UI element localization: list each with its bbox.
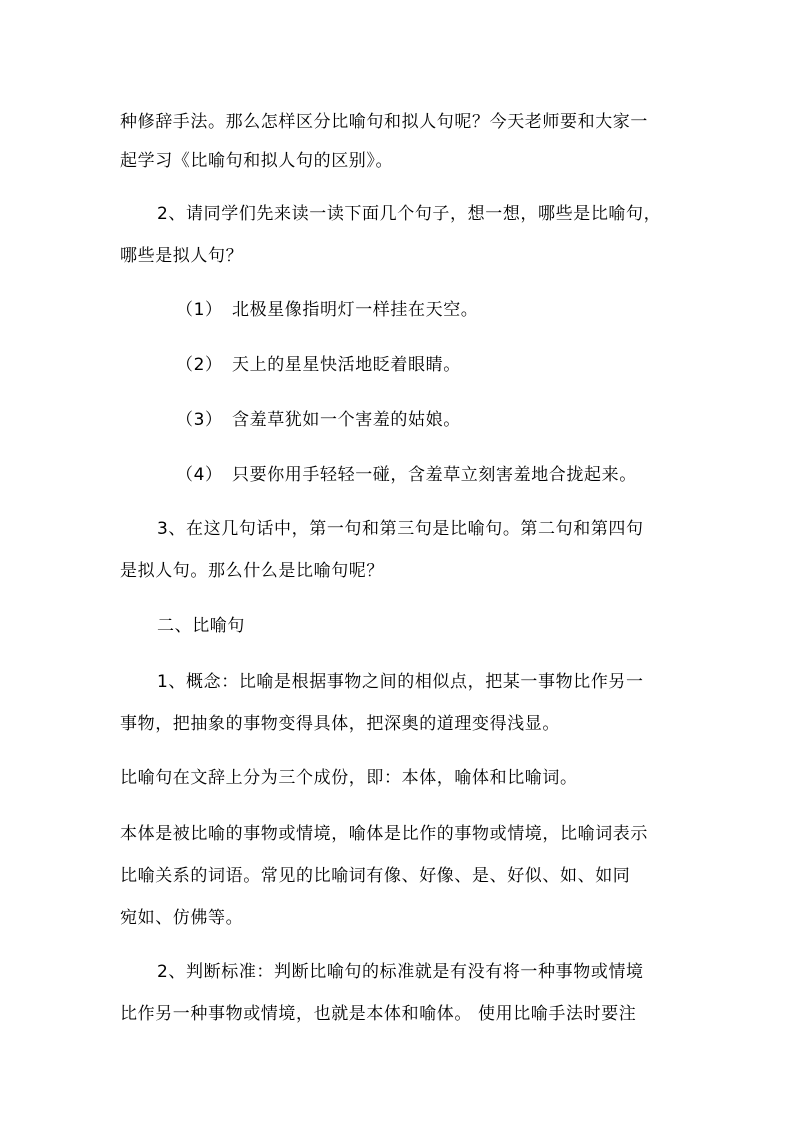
criteria-paragraph-line-2: 比作另一种事物或情境，也就是本体和喻体。 使用比喻手法时要注 [120,1004,637,1024]
example-sentence-3 [176,409,736,431]
criteria-paragraph-line-1: 2、判断标准：判断比喻句的标准就是有没有将一种事物或情境 [157,962,644,982]
section-heading: 二、比喻句 [157,616,245,636]
concept-paragraph-line-1: 1、概念：比喻是根据事物之间的相似点，把某一事物比作另一 [157,672,644,692]
example-text: 只要你用手轻轻一碰，含羞草立刻害羞地合拢起来。 [232,465,637,485]
example-number: （2） [176,355,223,375]
answer-paragraph-line-2: 是拟人句。那么什么是比喻句呢？ [120,561,384,581]
example-text: 北极星像指明灯一样挂在天空。 [232,300,479,320]
example-sentence-2 [176,354,736,376]
example-text: 天上的星星快活地眨着眼睛。 [232,355,461,375]
answer-paragraph-line-1: 3、在这几句话中，第一句和第三句是比喻句。第二句和第四句 [157,519,644,539]
example-number: （1） [176,300,223,320]
instruction-paragraph-line-2: 哪些是拟人句？ [120,246,244,266]
definition-paragraph-line-1: 本体是被比喻的事物或情境，喻体是比作的事物或情境，比喻词表示 [120,824,648,844]
example-sentence-1 [176,299,736,321]
intro-paragraph-line-2: 起学习《比喻句和拟人句的区别》。 [120,151,394,171]
instruction-paragraph-line-1: 2、请同学们先来读一读下面几个句子，想一想，哪些是比喻句， [157,204,662,224]
example-sentence-4 [176,464,736,486]
definition-paragraph-line-2: 比喻关系的词语。常见的比喻词有像、好像、是、好似、如、如同 [120,866,631,886]
example-number: （3） [176,410,223,430]
definition-paragraph-line-3: 宛如、仿佛等。 [120,908,244,928]
example-text: 含羞草犹如一个害羞的姑娘。 [232,410,461,430]
concept-paragraph-line-2: 事物，把抽象的事物变得具体，把深奥的道理变得浅显。 [120,714,560,734]
intro-paragraph-line-1: 种修辞手法。那么怎样区分比喻句和拟人句呢？今天老师要和大家一 [120,112,648,132]
components-paragraph: 比喻句在文辞上分为三个成份，即：本体，喻体和比喻词。 [120,768,578,788]
example-number: （4） [176,465,223,485]
